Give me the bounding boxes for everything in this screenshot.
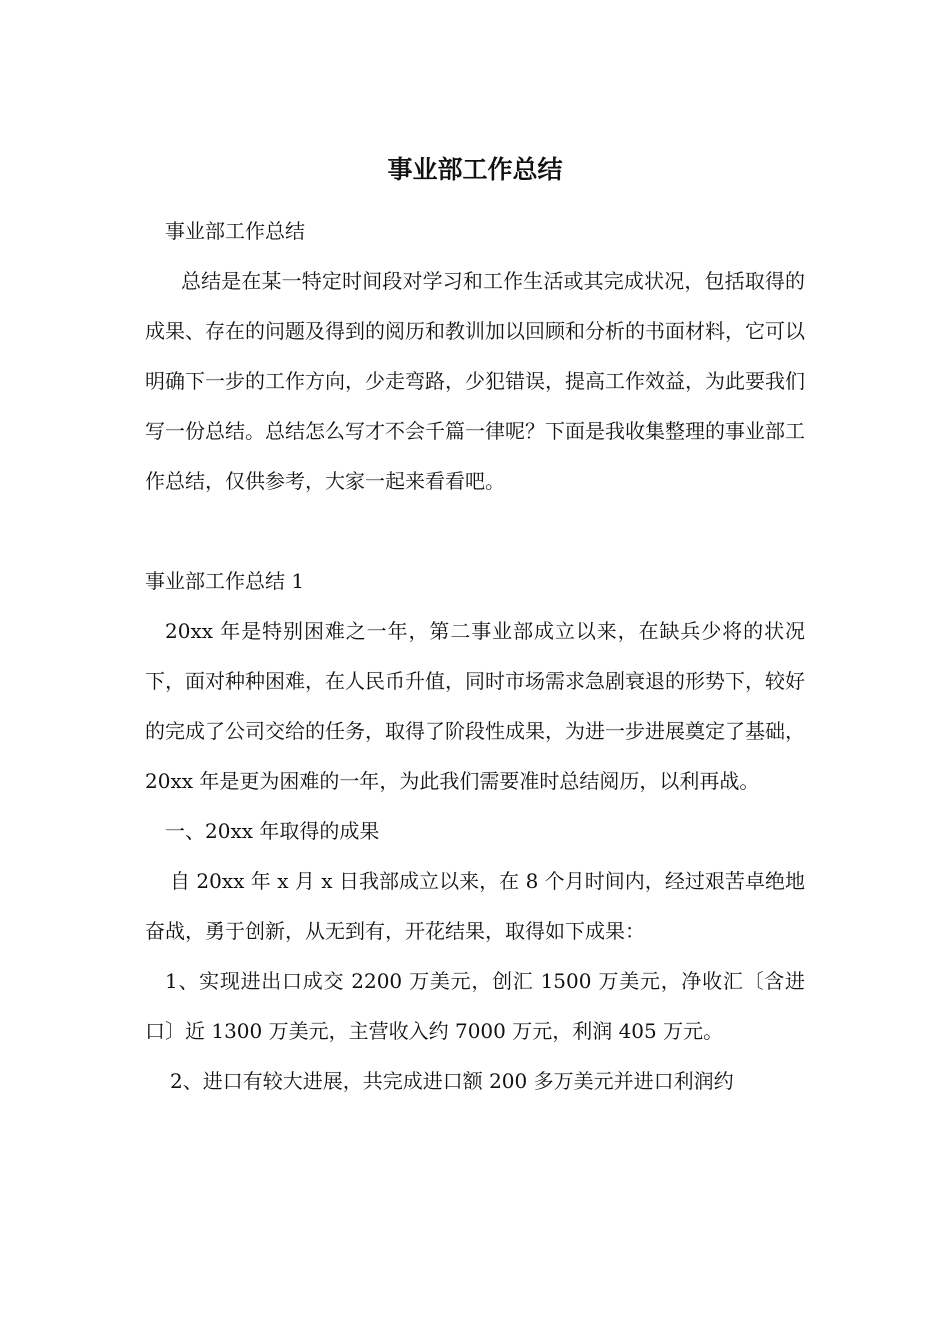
paragraph-2: 自 20xx 年 x 月 x 日我部成立以来，在 8 个月时间内，经过艰苦卓绝地奋战，勇于创新，从无到有，开花结果，取得如下成果： (145, 869, 805, 943)
intro-paragraph: 总结是在某一特定时间段对学习和工作生活或其完成状况，包括取得的成果、存在的问题及得到的阅历和教训加以回顾和分析的书面材料，它可以明确下一步的工作方向，少走弯路，少犯错误，提高工作效益，为此要我们写一份总结。总结怎么写才不会千篇一律呢？下面是我收集整理的事业部工作总结，仅供参考，大家一起来看看吧。 (145, 269, 805, 493)
paragraph-1: 20xx 年是特别困难之一年，第二事业部成立以来，在缺兵少将的状况下，面对种种困难，在人民币升值，同时市场需求急剧衰退的形势下，较好的完成了公司交给的任务，取得了阶段性成果，为进一步进展奠定了基础，20xx 年是更为困难的一年，为此我们需要准时总结阅历，以利再战。 (145, 619, 805, 793)
paragraph-spacer (145, 506, 805, 556)
document-body (145, 206, 805, 1106)
section-heading: 事业部工作总结 1 (145, 569, 305, 593)
document-title: 事业部工作总结 (387, 155, 563, 184)
document-subtitle: 事业部工作总结 (165, 219, 305, 243)
list-item-1: 1、实现进出口成交 2200 万美元，创汇 1500 万美元，净收汇〔含进口〕近 1300 万美元，主营收入约 7000 万元，利润 405 万元。 (145, 969, 805, 1043)
list-item-2: 2、进口有较大进展，共完成进口额 200 多万美元并进口利润约 (170, 1069, 734, 1093)
achievements-heading: 一、20xx 年取得的成果 (165, 819, 380, 843)
